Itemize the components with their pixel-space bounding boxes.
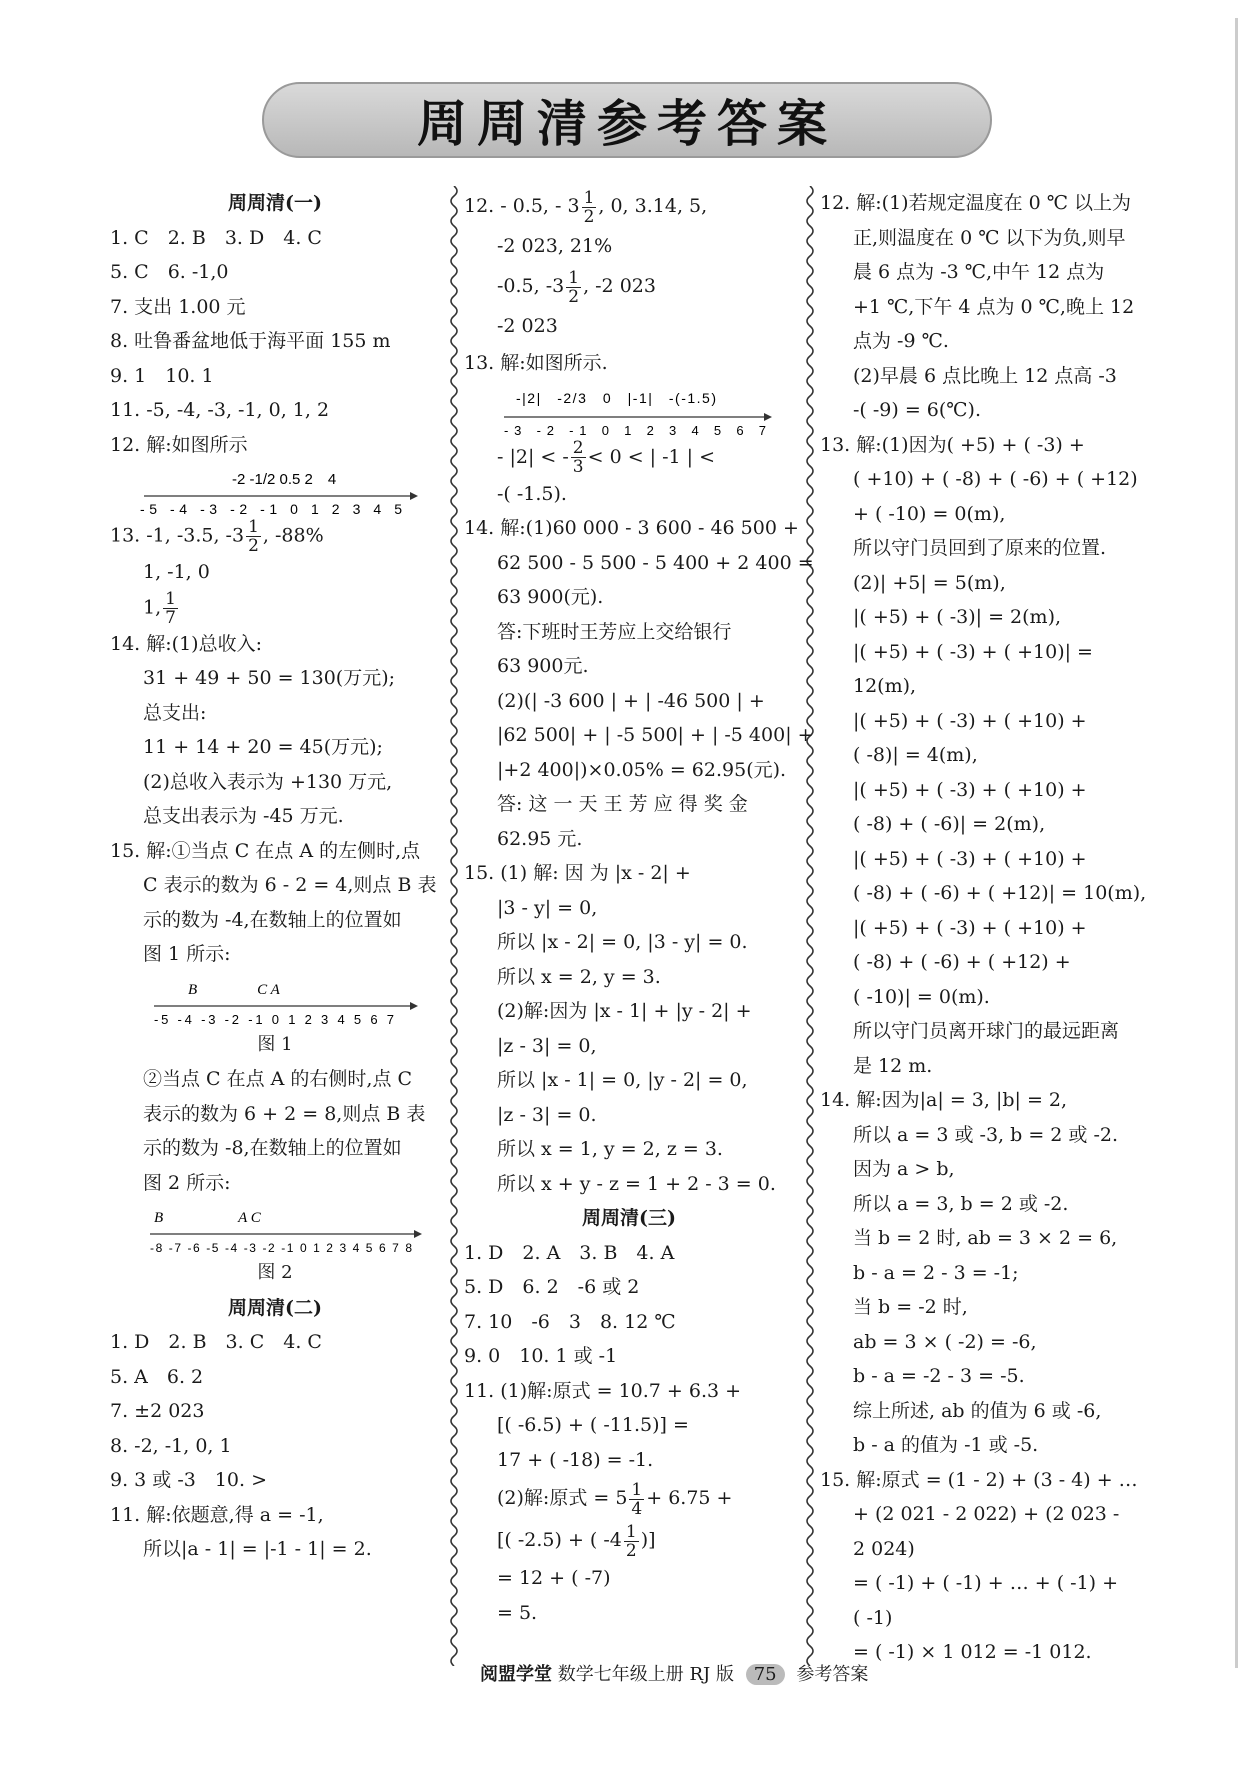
- answer-line: 11. -5, -4, -3, -1, 0, 1, 2: [110, 399, 330, 421]
- answer-line: 所以 a = 3 或 -3, b = 2 或 -2.: [853, 1123, 1118, 1146]
- answer-line: 所以守门员回到了原来的位置.: [853, 537, 1107, 559]
- answer-line: 所以 x = 2, y = 3.: [497, 965, 661, 988]
- answer-line: 1. C 2. B 3. D 4. C: [110, 226, 322, 249]
- answer-line: 总支出:: [143, 701, 207, 724]
- answer-line: 63 900元.: [497, 655, 589, 677]
- answer-line: |( +5) + ( -3) + ( +10) +: [853, 778, 1087, 801]
- column-2: [464, 186, 814, 1630]
- answer-line: 14. 解:因为|a| = 3, |b| = 2,: [820, 1089, 1068, 1111]
- answer-line: 所以|a - 1| = |-1 - 1| = 2.: [143, 1538, 372, 1560]
- number-line-ticks: -3 -2 -1 0 1 2 3 4 5 6 7: [504, 422, 767, 437]
- page-number: 75: [746, 1664, 785, 1685]
- answer-line: |+2 400|)×0.05% = 62.95(元).: [497, 758, 787, 781]
- answer-line: 13. 解:(1)因为( +5) + ( -3) +: [820, 433, 1085, 456]
- number-line-labels: B C A: [188, 981, 280, 998]
- answer-line: 所以 x = 1, y = 2, z = 3.: [497, 1138, 723, 1160]
- page-footer: [480, 1660, 868, 1686]
- answer-line: 17 + ( -18) = -1.: [497, 1448, 654, 1471]
- answer-line: 12(m),: [853, 675, 917, 697]
- answer-line: 当 b = -2 时,: [853, 1296, 968, 1318]
- answer-line: |( +5) + ( -3) + ( +10) +: [853, 847, 1087, 870]
- answer-line: 5. D 6. 2 -6 或 2: [464, 1276, 640, 1298]
- answer-line: b - a 的值为 -1 或 -5.: [853, 1434, 1039, 1456]
- answer-line: 当 b = 2 时, ab = 3 × 2 = 6,: [853, 1227, 1118, 1249]
- answer-line: 1, -1, 0: [143, 561, 210, 583]
- answer-line: 11. 解:依题意,得 a = -1,: [110, 1503, 324, 1526]
- number-line-figure: [110, 462, 440, 518]
- answer-line: 63 900(元).: [497, 586, 604, 608]
- answer-line: 因为 a > b,: [853, 1158, 955, 1180]
- answer-line: 9. 0 10. 1 或 -1: [464, 1345, 618, 1367]
- title-banner: [262, 82, 992, 158]
- answer-line: 所以 x + y - z = 1 + 2 - 3 = 0.: [497, 1172, 776, 1195]
- answer-line: (2)解:因为 |x - 1| + |y - 2| +: [497, 1000, 752, 1022]
- answer-line: -( -9) = 6(℃).: [853, 399, 981, 421]
- answer-line: ( -8)| = 4(m),: [853, 744, 978, 766]
- answer-line: = 12 + ( -7): [497, 1567, 611, 1589]
- answer-line: 7. 支出 1.00 元: [110, 295, 246, 318]
- book-subject: 数学七年级上册 RJ 版: [557, 1664, 734, 1685]
- answer-line: 所以守门员离开球门的最远距离: [853, 1020, 1120, 1042]
- column-1: [110, 186, 440, 1567]
- answer-line: [( -2.5) + ( -4 $\frac{1}{2}$ )]: [497, 1521, 656, 1561]
- answer-line: 13. 解:如图所示.: [464, 352, 608, 374]
- answer-line: 8. 吐鲁番盆地低于海平面 155 m: [110, 330, 391, 352]
- answer-line: 表示的数为 6 + 2 = 8,则点 B 表: [143, 1102, 426, 1125]
- answer-line: (2)早晨 6 点比晚上 12 点高 -3: [853, 364, 1117, 387]
- answer-line: |62 500| + | -5 500| + | -5 400| +: [497, 724, 814, 746]
- answer-line: (2)| +5| = 5(m),: [853, 571, 1006, 594]
- answer-line: 12. - 0.5, - 3 $\frac{1}{2}$ , 0, 3.14, 5,: [464, 187, 708, 227]
- page-title: 周周清参考答案: [417, 94, 837, 153]
- answer-line: +1 ℃,下午 4 点为 0 ℃,晚上 12: [853, 295, 1135, 318]
- answer-line: b - a = -2 - 3 = -5.: [853, 1365, 1025, 1387]
- number-line-ticks: -5 -4 -3 -2 -1 0 1 2 3 4 5: [140, 501, 402, 517]
- page-edge: [1235, 18, 1238, 1668]
- number-line-figure-2: [110, 1200, 440, 1256]
- answer-line: C 表示的数为 6 - 2 = 4,则点 B 表: [143, 874, 437, 896]
- answer-line: 是 12 m.: [853, 1054, 933, 1077]
- answer-line: 7. 10 -6 3 8. 12 ℃: [464, 1310, 676, 1333]
- number-line-labels: -2 -1/2 0.5 2 4: [232, 471, 337, 488]
- answer-line: 图 2 所示:: [143, 1171, 231, 1194]
- answer-line: 图 1 所示:: [143, 943, 231, 965]
- answer-line: 7. ±2 023: [110, 1400, 205, 1422]
- answer-line: 2 024): [853, 1537, 915, 1560]
- answer-line: 15. 解:原式 = (1 - 2) + (3 - 4) + …: [820, 1468, 1138, 1491]
- answer-line: 示的数为 -8,在数轴上的位置如: [143, 1137, 402, 1159]
- column-divider-2: [803, 186, 817, 1666]
- answer-line: ( -1): [853, 1606, 893, 1629]
- answer-line: 14. 解:(1)60 000 - 3 600 - 46 500 +: [464, 517, 799, 539]
- answer-line: 11 + 14 + 20 = 45(万元);: [143, 736, 383, 758]
- answer-line: 12. 解:(1)若规定温度在 0 ℃ 以上为: [820, 192, 1132, 214]
- answer-line: 12. 解:如图所示: [110, 433, 248, 456]
- answer-line: 15. (1) 解: 因 为 |x - 2| +: [464, 862, 691, 884]
- answer-line: = ( -1) × 1 012 = -1 012.: [853, 1641, 1092, 1663]
- answer-line: 62 500 - 5 500 - 5 400 + 2 400 =: [497, 551, 814, 574]
- answer-line: - |2| < - $\frac{2}{3}$ < 0 < | -1 | <: [497, 438, 716, 477]
- number-line-ticks: -8 -7 -6 -5 -4 -3 -2 -1 0 1 2 3 4 5 6 7 8: [150, 1241, 412, 1255]
- answer-line: 所以 |x - 1| = 0, |y - 2| = 0,: [497, 1069, 748, 1091]
- figure-caption: 图 1: [257, 1033, 293, 1055]
- answer-line: |( +5) + ( -3)| = 2(m),: [853, 606, 1062, 628]
- section-heading: 周周清(一): [228, 192, 322, 214]
- answer-line: 总支出表示为 -45 万元.: [143, 805, 344, 827]
- answer-line: -( -1.5).: [497, 482, 567, 505]
- number-line-figure-1: [110, 972, 440, 1028]
- answer-line: 点为 -9 ℃.: [853, 330, 949, 352]
- answer-line: 5. A 6. 2: [110, 1365, 204, 1388]
- footer-section: 参考答案: [796, 1664, 869, 1685]
- answer-line: + ( -10) = 0(m),: [853, 502, 1006, 525]
- answer-line: |( +5) + ( -3) + ( +10)| =: [853, 640, 1093, 663]
- answer-line: 13. -1, -3.5, -3 $\frac{1}{2}$ , -88%: [110, 517, 324, 556]
- answer-line: = 5.: [497, 1601, 538, 1624]
- answer-line: ( -8) + ( -6) + ( +12)| = 10(m),: [853, 882, 1147, 904]
- answer-line: b - a = 2 - 3 = -1;: [853, 1261, 1019, 1284]
- answer-line: ( -10)| = 0(m).: [853, 985, 990, 1008]
- answer-line: 所以 a = 3, b = 2 或 -2.: [853, 1192, 1069, 1215]
- answer-line: [( -6.5) + ( -11.5)] =: [497, 1414, 689, 1436]
- answer-line: 1, $\frac{1}{7}$: [143, 588, 176, 628]
- answer-line: (2)(| -3 600 | + | -46 500 | +: [497, 689, 765, 712]
- brand-logo: 阅盟学堂: [480, 1664, 552, 1685]
- answer-line: |( +5) + ( -3) + ( +10) +: [853, 916, 1087, 939]
- answer-line: 所以 |x - 2| = 0, |3 - y| = 0.: [497, 931, 748, 953]
- answer-line: 正,则温度在 0 ℃ 以下为负,则早: [853, 226, 1126, 249]
- answer-line: |3 - y| = 0,: [497, 896, 598, 919]
- answer-line: ②当点 C 在点 A 的右侧时,点 C: [143, 1068, 413, 1090]
- answer-line: -0.5, -3 $\frac{1}{2}$ , -2 023: [497, 267, 656, 307]
- answer-line: 晨 6 点为 -3 ℃,中午 12 点为: [853, 261, 1105, 283]
- answer-line: -2 023: [497, 315, 558, 337]
- answer-line: (2)总收入表示为 +130 万元,: [143, 770, 393, 793]
- figure-caption: 图 2: [257, 1262, 293, 1283]
- answer-line: 5. C 6. -1,0: [110, 261, 229, 283]
- answer-line: 62.95 元.: [497, 827, 583, 850]
- answer-line: 答: 这 一 天 王 芳 应 得 奖 金: [497, 793, 748, 815]
- section-heading: 周周清(三): [582, 1207, 676, 1229]
- column-3: [820, 186, 1150, 1670]
- number-line-figure: [464, 381, 794, 437]
- column-divider-1: [447, 186, 461, 1666]
- answer-line: 31 + 49 + 50 = 130(万元);: [143, 667, 396, 689]
- answer-line: |z - 3| = 0,: [497, 1034, 597, 1057]
- section-heading: 周周清(二): [228, 1296, 322, 1319]
- answer-line: ( -8) + ( -6) + ( +12) +: [853, 951, 1071, 973]
- answer-line: 14. 解:(1)总收入:: [110, 632, 262, 655]
- answer-line: 9. 1 10. 1: [110, 364, 214, 387]
- answer-line: (2)解:原式 = 5 $\frac{1}{4}$ + 6.75 +: [497, 1479, 733, 1519]
- answer-line: 示的数为 -4,在数轴上的位置如: [143, 908, 402, 931]
- answer-line: 答:下班时王芳应上交给银行: [497, 620, 732, 643]
- answer-line: 15. 解:①当点 C 在点 A 的左侧时,点: [110, 839, 421, 862]
- answer-line: 综上所述, ab 的值为 6 或 -6,: [853, 1399, 1102, 1422]
- answer-line: + (2 021 - 2 022) + (2 023 -: [853, 1503, 1120, 1525]
- number-line-ticks: -5 -4 -3 -2 -1 0 1 2 3 4 5 6 7: [154, 1011, 394, 1027]
- answer-line: |z - 3| = 0.: [497, 1103, 597, 1126]
- answer-line: ab = 3 × ( -2) = -6,: [853, 1330, 1037, 1353]
- number-line-labels: -|2| -2/3 0 |-1| -(-1.5): [516, 389, 716, 406]
- number-line-labels: B A C: [154, 1210, 261, 1226]
- answer-line: ( +10) + ( -8) + ( -6) + ( +12): [853, 468, 1138, 490]
- answer-line: 11. (1)解:原式 = 10.7 + 6.3 +: [464, 1379, 742, 1402]
- answer-line: 9. 3 或 -3 10. >: [110, 1469, 268, 1491]
- answer-line: 1. D 2. A 3. B 4. A: [464, 1241, 675, 1264]
- answer-line: 8. -2, -1, 0, 1: [110, 1434, 232, 1457]
- answer-line: 1. D 2. B 3. C 4. C: [110, 1331, 322, 1353]
- answer-line: |( +5) + ( -3) + ( +10) +: [853, 709, 1087, 732]
- answer-line: = ( -1) + ( -1) + … + ( -1) +: [853, 1572, 1119, 1594]
- answer-line: ( -8) + ( -6)| = 2(m),: [853, 813, 1046, 835]
- answer-line: -2 023, 21%: [497, 235, 613, 257]
